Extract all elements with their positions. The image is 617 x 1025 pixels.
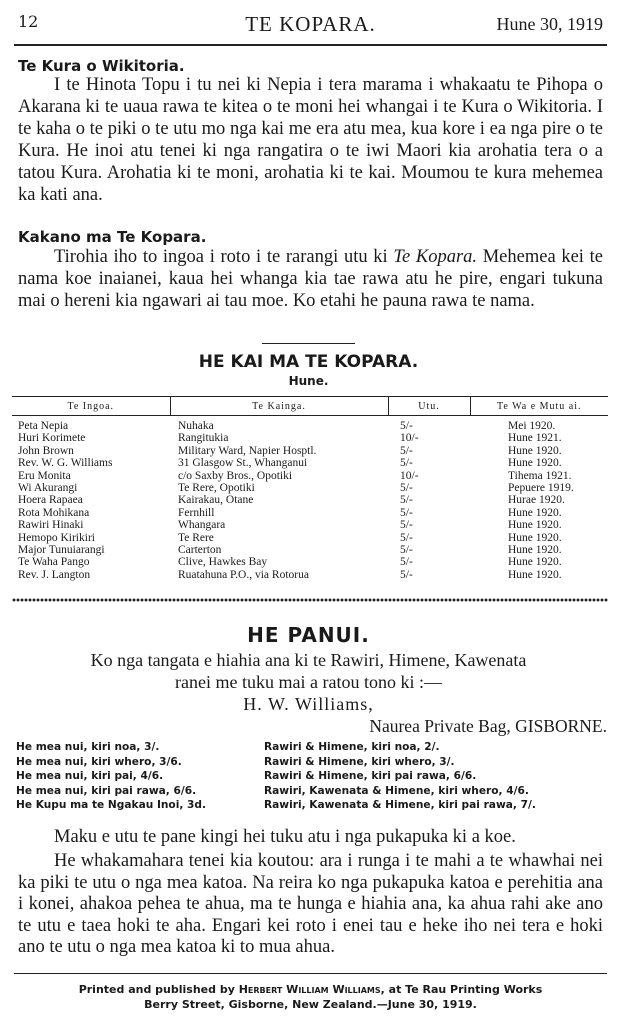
- subscriber-place: Ruatahuna P.O., via Rotorua: [178, 568, 309, 581]
- subscriber-place: Military Ward, Napier Hosptl.: [178, 444, 317, 457]
- amount-paid: 5/-: [400, 519, 413, 532]
- expiry-date: Tihema 1921.: [508, 469, 572, 482]
- amount-paid: 5/-: [400, 494, 413, 507]
- column-header-name: Te Ingoa.: [12, 397, 170, 416]
- subscriber-name: Rota Mohikana: [18, 506, 90, 519]
- table-row: [12, 470, 608, 482]
- short-divider: [262, 343, 355, 344]
- column-header-amount: Utu.: [388, 397, 470, 416]
- subscriber-name: Peta Nepia: [18, 420, 69, 432]
- text-span: Mehemea kei te nama koe inaianei, kaua hei whanga kia tae rawa atu he pire, engari tukuna mai o hereni kia ngawari ai tau moe. Ko etahi he pauna rawa te nama.: [18, 247, 603, 311]
- expiry-date: Hune 1921.: [508, 432, 562, 445]
- price-reminder: [18, 851, 603, 959]
- price-column-right: [264, 740, 536, 813]
- table-row: [12, 416, 608, 433]
- subscriber-name: Te Waha Pango: [18, 556, 90, 569]
- table-row: [12, 544, 608, 556]
- table-row: [12, 507, 608, 519]
- table-row: [12, 532, 608, 544]
- price-item: He Kupu ma te Ngakau Inoi, 3d.: [16, 799, 207, 812]
- imprint: [14, 982, 607, 1012]
- list-subtitle: Hune.: [288, 374, 329, 388]
- expiry-date: Hune 1920.: [508, 519, 562, 532]
- article-body-kura: [18, 74, 603, 206]
- amount-paid: 5/-: [400, 544, 413, 557]
- price-item: Rawiri & Himene, kiri whero, 3/.: [264, 755, 455, 768]
- amount-paid: 5/-: [400, 420, 413, 432]
- price-item: He mea nui, kiri pai rawa, 6/6.: [16, 784, 197, 797]
- amount-paid: 10/-: [400, 469, 419, 482]
- subscriber-name: Hemopo Kirikiri: [18, 531, 95, 544]
- notice-intro-line2: ranei me tuku mai a ratou tono ki :—: [175, 672, 442, 692]
- table-row: [12, 482, 608, 494]
- subscriber-name: Rawiri Hinaki: [18, 519, 84, 532]
- amount-paid: 5/-: [400, 556, 413, 569]
- amount-paid: 5/-: [400, 506, 413, 519]
- article-body-kakano: [18, 246, 603, 312]
- postage-note: [18, 826, 603, 848]
- issue-date: Hune 30, 1919: [496, 14, 603, 34]
- price-item: Rawiri & Himene, kiri pai rawa, 6/6.: [264, 770, 477, 783]
- subscriber-name: Wi Akurangi: [18, 482, 78, 495]
- subscriber-name: Hoera Rapaea: [18, 494, 83, 507]
- text-span: Printed and published by: [78, 983, 239, 996]
- imprint-line2: Berry Street, Gisborne, New Zealand.—June 30, 1919.: [144, 998, 477, 1011]
- italic-title: Te Kopara.: [393, 247, 478, 267]
- price-item: Rawiri, Kawenata & Himene, kiri pai rawa, 7/.: [264, 799, 536, 812]
- notice-intro-line1: Ko nga tangata e hiahia ana ki te Rawiri, Himene, Kawenata: [90, 650, 527, 670]
- expiry-date: Hune 1920.: [508, 531, 562, 544]
- subscriber-place: Te Rere, Opotiki: [178, 482, 255, 495]
- expiry-date: Pepuere 1919.: [508, 482, 574, 495]
- price-item: He mea nui, kiri whero, 3/6.: [16, 755, 182, 768]
- amount-paid: 5/-: [400, 457, 413, 470]
- notice-title: HE PANUI.: [247, 623, 370, 647]
- expiry-date: Hune 1920.: [508, 556, 562, 569]
- expiry-date: Hune 1920.: [508, 506, 562, 519]
- subscriber-name: Rev. W. G. Williams: [18, 457, 113, 470]
- table-row: [12, 445, 608, 457]
- subscriber-place: Te Rere: [178, 531, 214, 544]
- subscriber-name: Major Tunuiarangi: [18, 544, 105, 557]
- article-paragraph: I te Hinota Topu i tu nei ki Nepia i tera marama i whakaatu te Pihopa o Akarana ki te uaua rawa te kitea o te moni hei whangai i te Kura o Wikitoria. I te kaha o te piki o te utu mo nga kai me era atu mea, kua kore i ea nga pire o te Kura. He inoi atu tenei ki nga rangatira o te iwi Maori kia arohatia tera o a tatou Kura. Arohatia ki te moni, arohatia ki te kai. Moumou te kura mehemea ka kati ana.: [18, 75, 603, 205]
- expiry-date: Hune 1920.: [508, 457, 562, 470]
- subscriber-place: Whangara: [178, 519, 226, 532]
- article-paragraph: [18, 246, 603, 312]
- price-item: He mea nui, kiri pai, 4/6.: [16, 770, 164, 783]
- table-header-row: [12, 397, 608, 416]
- subscriber-place: 31 Glasgow St., Whanganui: [178, 457, 308, 470]
- column-header-expiry: Te Wa e Mutu ai.: [470, 397, 608, 416]
- amount-paid: 5/-: [400, 482, 413, 495]
- subscriber-name: Rev. J. Langton: [18, 568, 91, 581]
- agent-address: Naurea Private Bag, GISBORNE.: [369, 716, 607, 736]
- article-paragraph: Maku e utu te pane kingi hei tuku atu i nga pukapuka ki a koe.: [54, 827, 516, 847]
- subscriber-name: John Brown: [18, 444, 74, 457]
- amount-paid: 5/-: [400, 568, 413, 581]
- column-header-place: Te Kainga.: [170, 397, 388, 416]
- publisher-name: Herbert William Williams: [238, 983, 381, 996]
- article-heading-kura: Te Kura o Wikitoria.: [18, 57, 185, 75]
- page-header: [14, 4, 607, 44]
- subscriber-place: Rangitukia: [178, 432, 229, 445]
- dotted-divider: [12, 598, 608, 602]
- imprint-line1: [14, 982, 607, 997]
- expiry-date: Mei 1920.: [508, 420, 556, 432]
- expiry-date: Hune 1920.: [508, 544, 562, 557]
- table-row: [12, 519, 608, 531]
- publication-title: TE KOPARA.: [245, 12, 376, 36]
- page-number: 12: [18, 12, 39, 31]
- article-heading-kakano: Kakano ma Te Kopara.: [18, 228, 207, 246]
- footer-rule: [14, 973, 607, 974]
- subscriber-place: Clive, Hawkes Bay: [178, 556, 268, 569]
- subscriber-name: Eru Monita: [18, 469, 71, 482]
- price-item: Rawiri & Himene, kiri noa, 2/.: [264, 741, 440, 753]
- expiry-date: Hune 1920.: [508, 444, 562, 457]
- subscriber-place: Carterton: [178, 544, 222, 557]
- subscriber-place: c/o Saxby Bros., Opotiki: [178, 469, 293, 482]
- text-span: Tirohia iho to ingoa i roto i te rarangi utu ki: [54, 247, 394, 267]
- text-span: , at Te Rau Printing Works: [380, 983, 543, 996]
- article-paragraph: He whakamahara tenei kia koutou: ara i runga i te mahi a te whawhai nei ka piki te utu o nga mea katoa. Na reira ko nga pukapuka katoa e perehitia ana i konei, ahakoa pehea te ahua, ma te hunga e hiahia ana, ka ahua rahi ake ano te utu e taea hoki te aha. Engari kei roto i enei tau e heke iho nei tera e hoki ano te utu o nga mea katoa ki to mua ahua.: [18, 851, 603, 958]
- header-rule: [14, 44, 607, 46]
- table-row: [12, 556, 608, 568]
- list-title: HE KAI MA TE KOPARA.: [198, 352, 419, 372]
- expiry-date: Hune 1920.: [508, 568, 562, 581]
- subscriber-name: Huri Korimete: [18, 432, 86, 445]
- amount-paid: 10/-: [400, 432, 419, 445]
- table-row: [12, 457, 608, 469]
- amount-paid: 5/-: [400, 531, 413, 544]
- agent-name: H. W. Williams,: [243, 694, 374, 714]
- expiry-date: Hurae 1920.: [508, 494, 565, 507]
- price-item: He mea nui, kiri noa, 3/.: [16, 741, 160, 753]
- price-column-left: [16, 740, 206, 813]
- table-body: [12, 416, 608, 582]
- subscription-table: [12, 396, 608, 581]
- table-row: [12, 494, 608, 506]
- subscriber-place: Kairakau, Otane: [178, 494, 254, 507]
- subscriber-place: Nuhaka: [178, 420, 214, 432]
- table-row: [12, 432, 608, 444]
- amount-paid: 5/-: [400, 444, 413, 457]
- price-item: Rawiri, Kawenata & Himene, kiri whero, 4/6.: [264, 784, 529, 797]
- subscriber-place: Fernhill: [178, 506, 215, 519]
- table-row: [12, 569, 608, 581]
